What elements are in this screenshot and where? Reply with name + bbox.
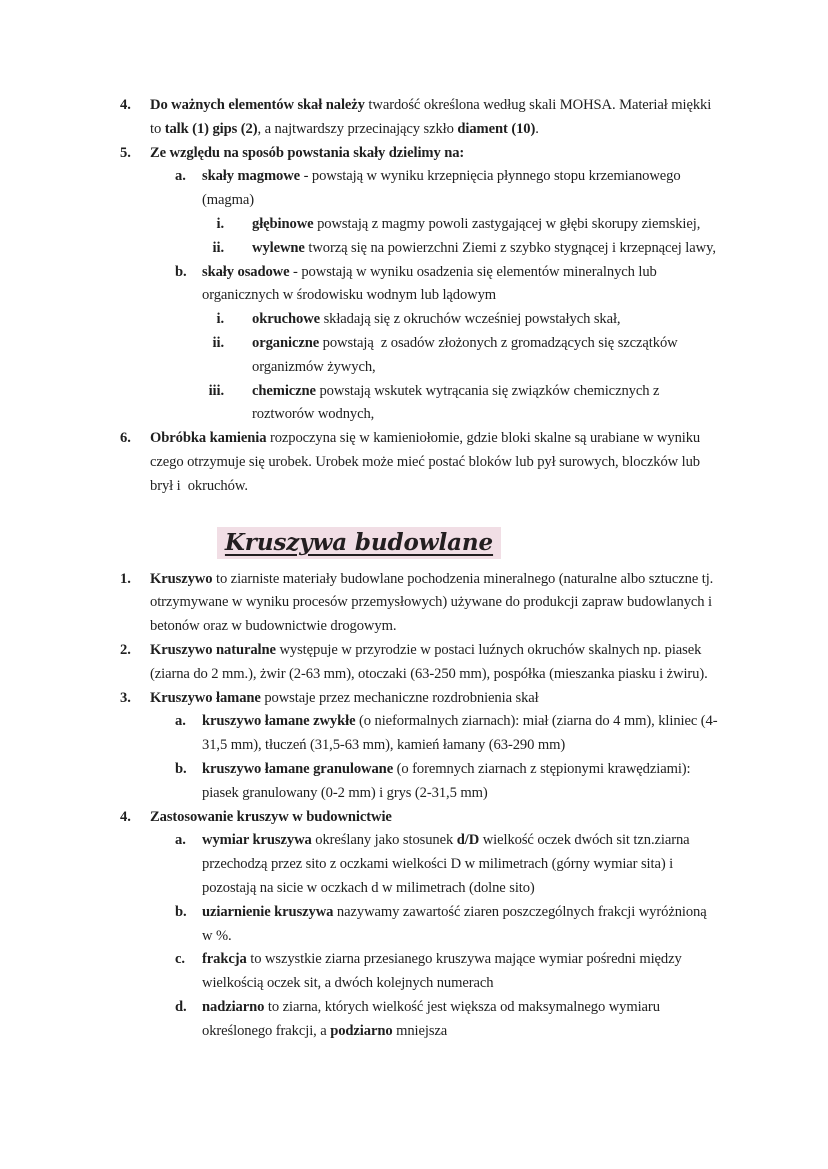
list-marker: b. bbox=[175, 903, 187, 920]
list-item-text: Do ważnych elementów skał należy twardość określona według skali MOHSA. Materiał miękki to talk (1) gips (2), a najtwardszy przecinający szkło diament (10). bbox=[150, 97, 715, 137]
section-heading: Kruszywa budowlane bbox=[217, 527, 501, 559]
list-item bbox=[175, 758, 718, 806]
list-marker: 2. bbox=[120, 641, 131, 658]
list-item-text: Kruszywo łamane powstaje przez mechaniczne rozdrobnienia skał bbox=[150, 689, 539, 706]
list-item bbox=[175, 237, 718, 261]
list-marker: b. bbox=[175, 760, 187, 777]
list-marker: b. bbox=[175, 263, 187, 280]
list-item bbox=[120, 806, 718, 830]
list-item bbox=[175, 380, 718, 428]
list-item bbox=[175, 332, 718, 380]
list-item bbox=[175, 996, 718, 1044]
list-marker: 4. bbox=[120, 808, 131, 825]
list-marker: 4. bbox=[120, 97, 131, 113]
list-item-text: skały magmowe - powstają w wyniku krzepnięcia płynnego stopu krzemianowego (magma) bbox=[202, 168, 685, 209]
list-item-text: Ze względu na sposób powstania skały dzielimy na: bbox=[150, 144, 465, 161]
list-marker: a. bbox=[175, 713, 186, 730]
list-item-text: organiczne powstają z osadów złożonych z gromadzących się szczątków organizmów żywych, bbox=[252, 334, 682, 375]
list-marker: 5. bbox=[120, 144, 131, 161]
list-item-text: Zastosowanie kruszyw w budownictwie bbox=[150, 808, 392, 825]
list-marker: i. bbox=[216, 215, 224, 232]
list-item bbox=[120, 427, 718, 498]
list-item bbox=[120, 568, 718, 639]
list-item bbox=[175, 948, 718, 996]
list-item bbox=[120, 142, 718, 166]
list-item bbox=[175, 165, 718, 213]
list-item bbox=[120, 94, 718, 142]
list-marker: c. bbox=[175, 951, 185, 968]
list-item-text: Kruszywo naturalne występuje w przyrodzie w postaci luźnych okruchów skalnych np. piasek (ziarna do 2 mm.), żwir (2-63 mm), otoczaki (63-250 mm), pospółka (mieszanka piasku i żwiru). bbox=[150, 641, 708, 682]
list-marker: a. bbox=[175, 168, 186, 185]
list-marker: iii. bbox=[208, 382, 224, 399]
list-marker: 1. bbox=[120, 570, 131, 587]
list-item bbox=[175, 213, 718, 237]
list-item-text: kruszywo łamane zwykłe (o nieformalnych ziarnach): miał (ziarna do 4 mm), kliniec (4-31,5 mm), tłuczeń (31,5-63 mm), kamień łamany (63-290 mm) bbox=[202, 713, 718, 754]
list-item-text: wylewne tworzą się na powierzchni Ziemi z szybko stygnącej i krzepnącej lawy, bbox=[252, 239, 716, 256]
list-item-text: chemiczne powstają wskutek wytrącania się związków chemicznych z roztworów wodnych, bbox=[252, 382, 663, 423]
list-item bbox=[175, 829, 718, 900]
list-marker: 3. bbox=[120, 689, 131, 706]
heading-wrapper bbox=[0, 527, 718, 559]
list-item bbox=[175, 261, 718, 309]
list-item-text: frakcja to wszystkie ziarna przesianego kruszywa mające wymiar pośredni między wielkością oczek sit, a dwóch kolejnych numerach bbox=[202, 951, 686, 992]
list-item-text: skały osadowe - powstają w wyniku osadzenia się elementów mineralnych lub organicznych w środowisku wodnym lub lądowym bbox=[202, 263, 661, 304]
list-item-text: Kruszywo to ziarniste materiały budowlane pochodzenia mineralnego (naturalne albo sztuczne tj. otrzymywane w wyniku procesów przemysłowych) używane do produkcji zapraw budowlanych i betonów oraz w budownictwie drogowym. bbox=[150, 570, 717, 635]
list-marker: ii. bbox=[212, 334, 224, 351]
list-item-text: głębinowe powstają z magmy powoli zastygającej w głębi skorupy ziemskiej, bbox=[252, 215, 701, 232]
list-item bbox=[120, 687, 718, 711]
list-marker: d. bbox=[175, 998, 187, 1015]
list-item-text: uziarnienie kruszywa nazywamy zawartość ziaren poszczególnych frakcji wyróżnioną w %. bbox=[202, 903, 711, 944]
list-item-text: nadziarno to ziarna, których wielkość jest większa od maksymalnego wymiaru określonego frakcji, a podziarno mniejsza bbox=[202, 998, 664, 1039]
list-item-text: okruchowe składają się z okruchów wcześniej powstałych skał, bbox=[252, 311, 621, 328]
list-item bbox=[120, 639, 718, 687]
list-item-text: wymiar kruszywa określany jako stosunek d/D wielkość oczek dwóch sit tzn.ziarna przechodzą przez sito z oczkami wielkości D w milimetrach (górny wymiar sita) i pozostają na sicie w oczkach d w milimetrach (dolne sito) bbox=[202, 832, 694, 896]
rocks-section-list bbox=[0, 94, 718, 499]
list-item-text: Obróbka kamienia rozpoczyna się w kamieniołomie, gdzie bloki skalne są urabiane w wyniku czego otrzymuje się urobek. Urobek może mieć postać bloków lub pył surowych, bloczków lub brył i okruchów. bbox=[150, 430, 704, 494]
list-marker: 6. bbox=[120, 430, 131, 447]
list-item-text: kruszywo łamane granulowane (o foremnych ziarnach z stępionymi krawędziami): piasek granulowany (0-2 mm) i grys (2-31,5 mm) bbox=[202, 760, 695, 801]
list-marker: a. bbox=[175, 832, 186, 849]
list-marker: i. bbox=[216, 311, 224, 328]
list-item bbox=[175, 308, 718, 332]
list-marker: ii. bbox=[212, 239, 224, 256]
list-item bbox=[175, 901, 718, 949]
aggregates-section-list bbox=[0, 568, 718, 1044]
list-item bbox=[175, 710, 718, 758]
